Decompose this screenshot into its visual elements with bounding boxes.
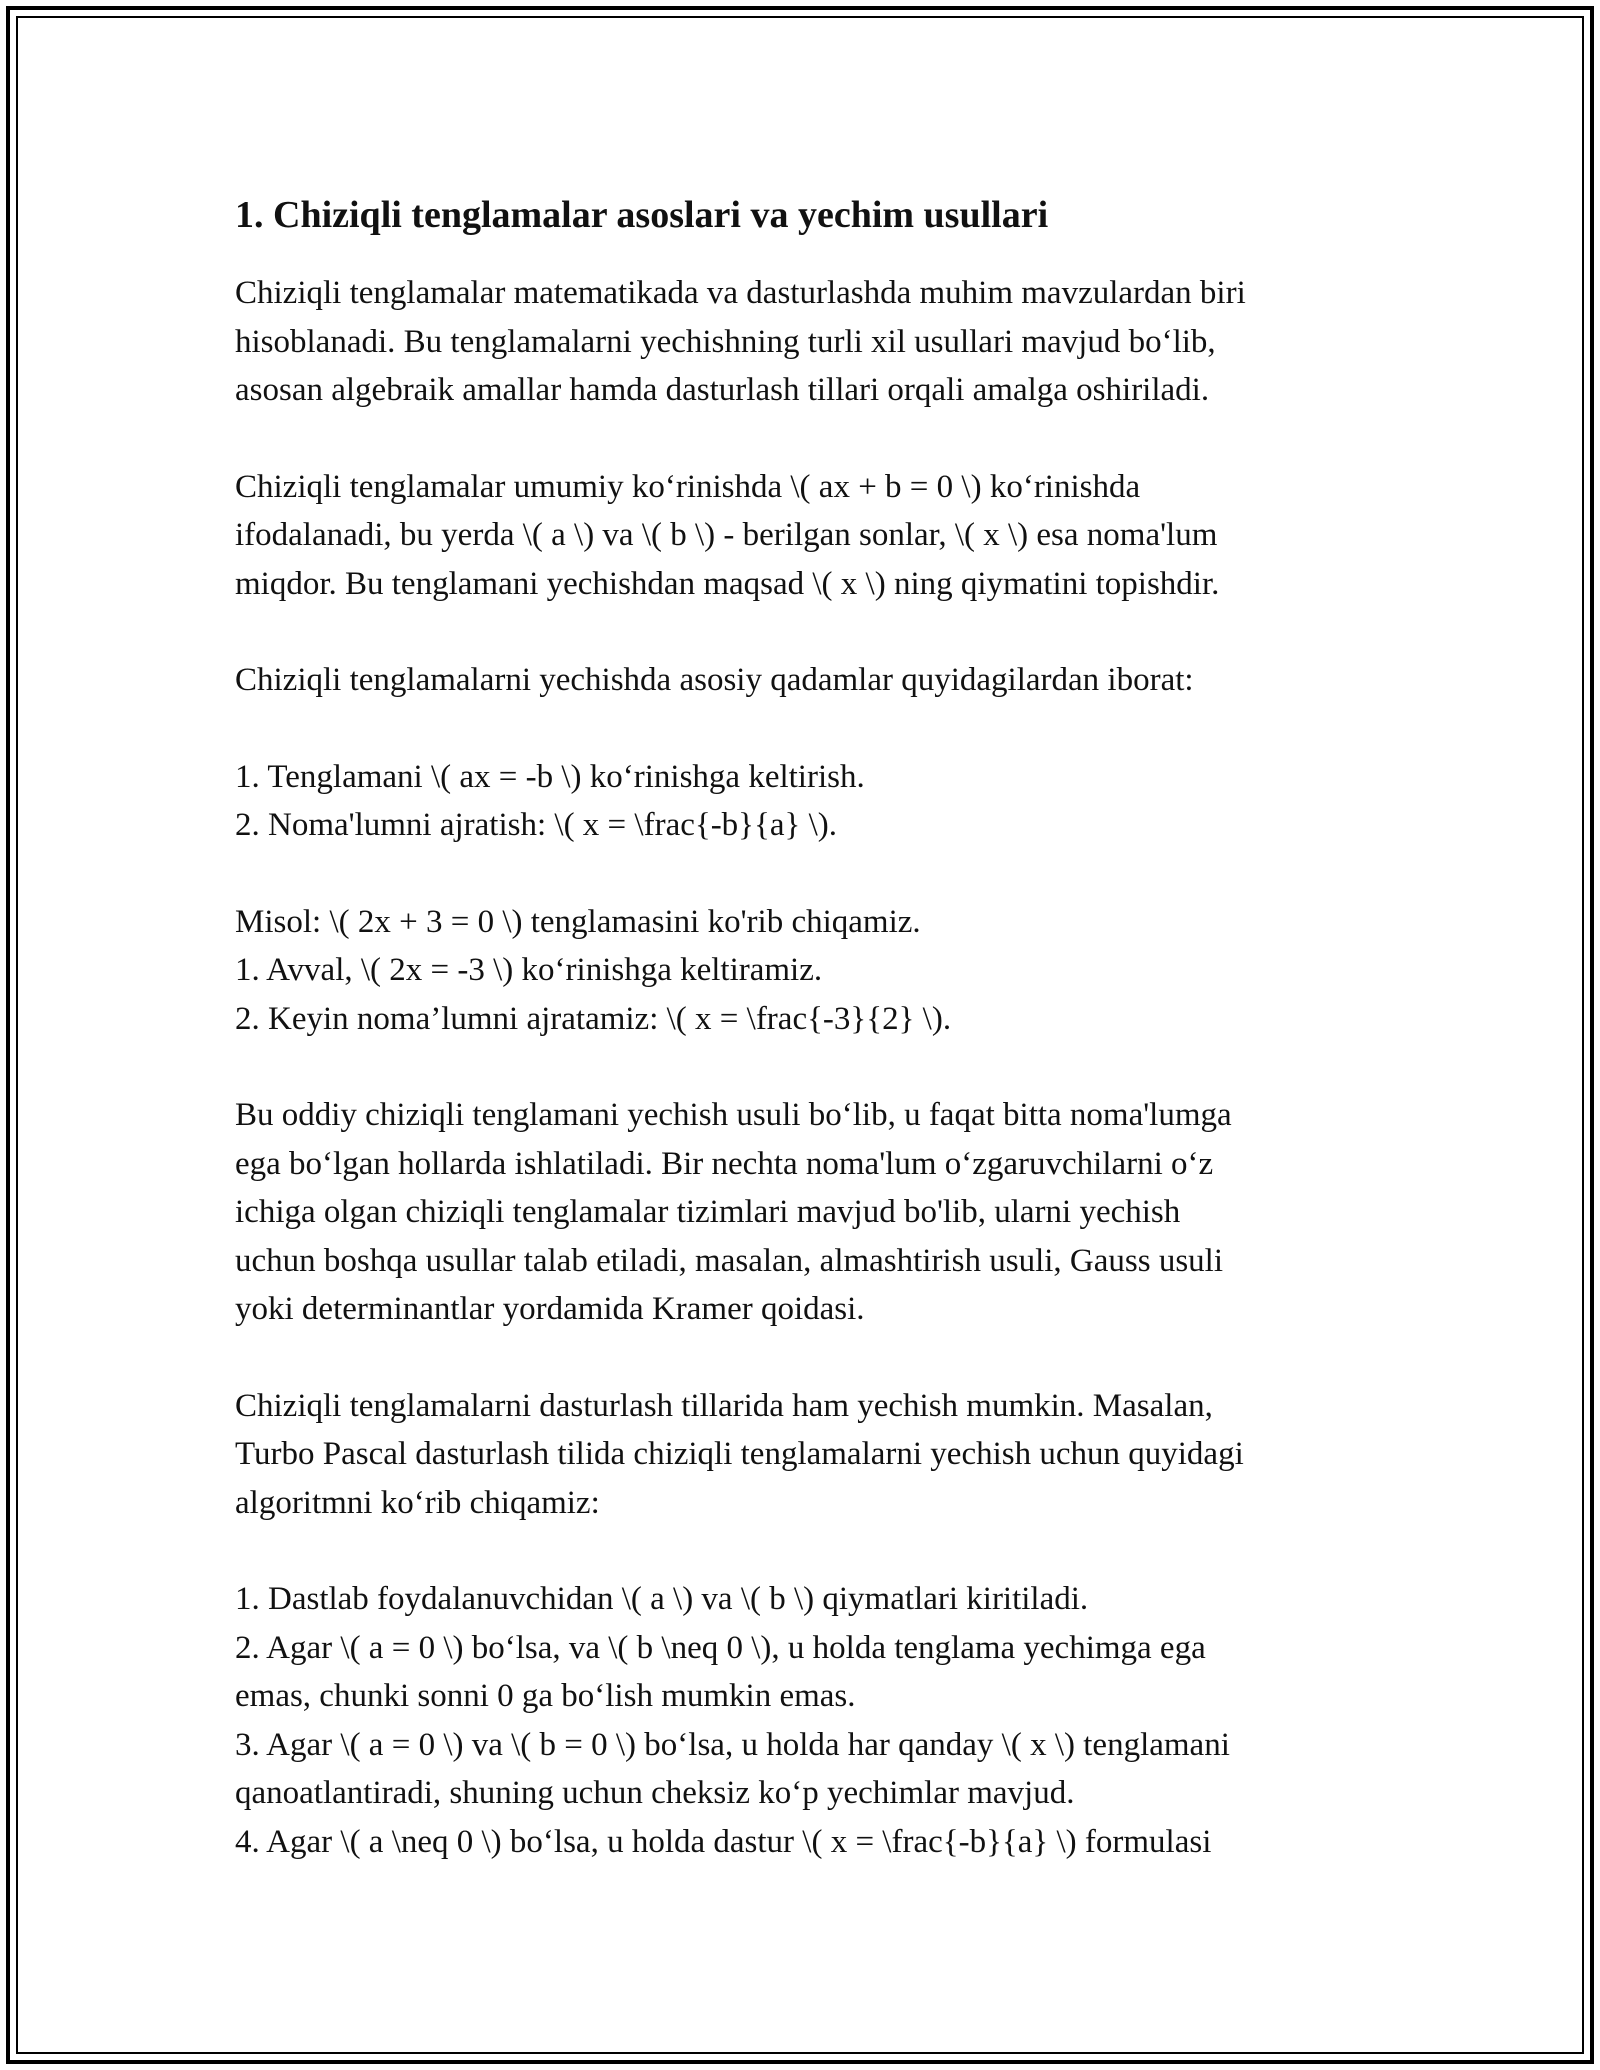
text-line: uchun boshqa usullar talab etiladi, masalan, almashtirish usuli, Gauss usuli	[235, 1242, 1224, 1279]
steps-list	[235, 753, 1385, 850]
list-item: 3. Agar \( a = 0 \) va \( b = 0 \) bo‘lsa, u holda har qanday \( x \) tenglamani	[235, 1726, 1230, 1763]
programming-paragraph	[235, 1382, 1385, 1528]
text-line: Chiziqli tenglamalar matematikada va dasturlashda muhim mavzulardan biri	[235, 275, 1246, 311]
text-line: qanoatlantiradi, shuning uchun cheksiz ko‘p yechimlar mavjud.	[235, 1775, 1075, 1811]
text-line: emas, chunki sonni 0 ga bo‘lish mumkin emas.	[235, 1678, 856, 1714]
text-line: Chiziqli tenglamalarni yechishda asosiy qadamlar quyidagilardan iborat:	[235, 662, 1194, 698]
text-line: yoki determinantlar yordamida Kramer qoidasi.	[235, 1291, 865, 1327]
text-line: Turbo Pascal dasturlash tilida chiziqli tenglamalarni yechish uchun quyidagi	[235, 1436, 1244, 1472]
text-line: hisoblanadi. Bu tenglamalarni yechishning turli xil usullari mavjud bo‘lib,	[235, 323, 1216, 360]
text-line: miqdor. Bu tenglamani yechishdan maqsad \( x \) ning qiymatini topishdir.	[235, 565, 1220, 602]
general-form-paragraph	[235, 463, 1385, 609]
methods-paragraph	[235, 1091, 1385, 1334]
list-item: 4. Agar \( a \neq 0 \) bo‘lsa, u holda dastur \( x = \frac{-b}{a} \) formulasi	[235, 1823, 1212, 1860]
intro-paragraph	[235, 269, 1385, 415]
text-line: Misol: \( 2x + 3 = 0 \) tenglamasini ko'rib chiqamiz.	[235, 903, 921, 940]
list-item: 1. Avval, \( 2x = -3 \) ko‘rinishga keltiramiz.	[235, 952, 823, 988]
list-item: 2. Noma'lumni ajratish: \( x = \frac{-b}{a} \).	[235, 807, 838, 843]
text-line: Bu oddiy chiziqli tenglamani yechish usuli bo‘lib, u faqat bitta noma'lumga	[235, 1097, 1232, 1133]
steps-intro-paragraph	[235, 656, 1385, 705]
text-line: Chiziqli tenglamalarni dasturlash tillarida ham yechish mumkin. Masalan,	[235, 1387, 1213, 1424]
list-item: 2. Keyin noma’lumni ajratamiz: \( x = \frac{-3}{2} \).	[235, 1000, 952, 1037]
text-line: asosan algebraik amallar hamda dasturlash tillari orqali amalga oshiriladi.	[235, 372, 1210, 408]
list-item: 1. Dastlab foydalanuvchidan \( a \) va \( b \) qiymatlari kiritiladi.	[235, 1581, 1089, 1617]
document-body	[235, 183, 1385, 1866]
example-block	[235, 898, 1385, 1044]
text-line: algoritmni ko‘rib chiqamiz:	[235, 1484, 600, 1521]
section-heading: 1. Chiziqli tenglamalar asoslari va yechim usullari	[235, 194, 1049, 236]
text-line: ichiga olgan chiziqli tenglamalar tizimlari mavjud bo'lib, ularni yechish	[235, 1194, 1181, 1230]
list-item: 1. Tenglamani \( ax = -b \) ko‘rinishga keltirish.	[235, 758, 865, 795]
text-line: ifodalanadi, bu yerda \( a \) va \( b \) - berilgan sonlar, \( x \) esa noma'lum	[235, 517, 1218, 553]
algorithm-list	[235, 1575, 1385, 1866]
text-line: ega bo‘lgan hollarda ishlatiladi. Bir nechta noma'lum o‘zgaruvchilarni o‘z	[235, 1145, 1214, 1182]
list-item: 2. Agar \( a = 0 \) bo‘lsa, va \( b \neq 0 \), u holda tenglama yechimga ega	[235, 1629, 1206, 1666]
text-line: Chiziqli tenglamalar umumiy ko‘rinishda \( ax + b = 0 \) ko‘rinishda	[235, 468, 1141, 505]
